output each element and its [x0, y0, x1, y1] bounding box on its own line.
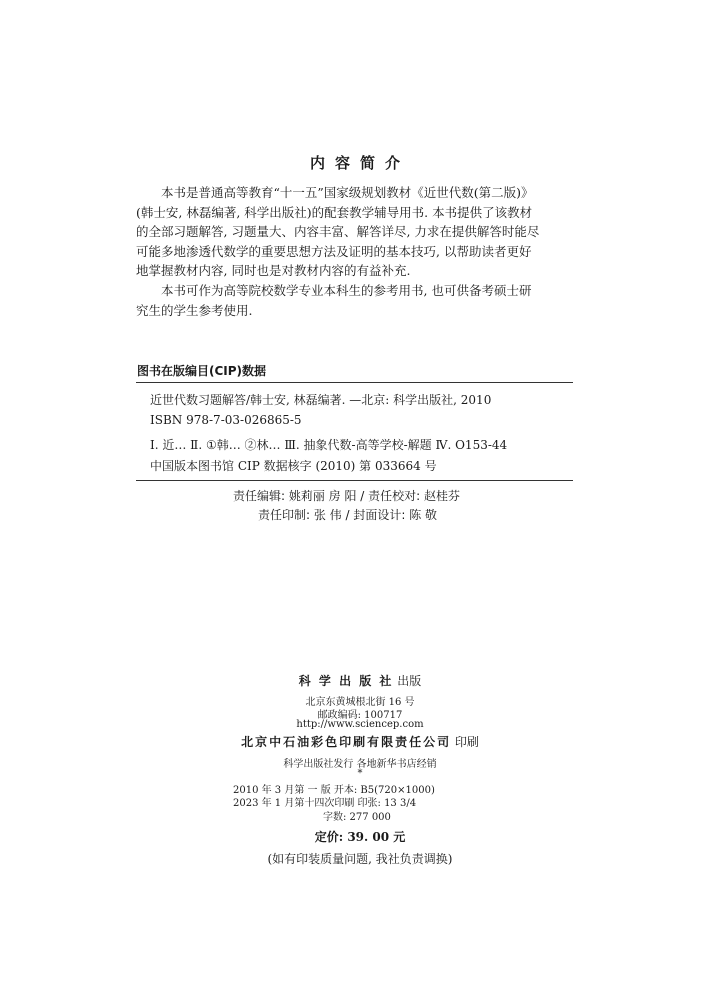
page-title: 内容简介	[309, 154, 410, 172]
cip-title-line: 近世代数习题解答/韩士安, 林磊编著. —北京: 科学出版社, 2010	[150, 393, 492, 407]
printer-line	[0, 733, 720, 750]
cip-top-rule	[136, 382, 573, 383]
cip-record-number: 中国版本图书馆 CIP 数据核字 (2010) 第 033664 号	[150, 459, 437, 473]
cip-isbn: ISBN 978-7-03-026865-5	[150, 413, 302, 427]
printer-suffix: 印刷	[454, 735, 479, 749]
cip-heading: 图书在版编目(CIP)数据	[137, 364, 267, 378]
intro-line: 本书是普通高等教育“十一五”国家级规划教材《近世代数(第二版)》	[161, 185, 534, 200]
cip-classification: Ⅰ. 近… Ⅱ. ①韩… ②林… Ⅲ. 抽象代数-高等学校-解题 Ⅳ. O153-44	[150, 438, 508, 452]
cip-bottom-rule	[136, 480, 573, 481]
edition-line: 2010 年 3 月第 一 版 开本: B5(720×1000)	[233, 785, 435, 796]
intro-paragraph-2	[136, 281, 586, 320]
separator-asterisk: *	[357, 768, 363, 779]
intro-line: (韩士安, 林磊编著, 科学出版社)的配套教学辅导用书. 本书提供了该教材	[136, 204, 533, 220]
publisher-line	[0, 672, 720, 689]
printing-line: 2023 年 1 月第十四次印刷 印张: 13 3/4	[233, 798, 417, 809]
intro-line: 可能多地渗透代数学的重要思想方法及证明的基本技巧, 以帮助读者更好	[136, 243, 532, 259]
publisher-suffix: 出版	[397, 674, 422, 688]
intro-line: 的全部习题解答, 习题量大、内容丰富、解答详尽, 力求在提供解答时能尽	[136, 224, 540, 239]
publisher-name: 科 学 出 版 社	[298, 674, 394, 688]
production-credits: 责任印制: 张 伟 / 封面设计: 陈 敬	[258, 508, 438, 522]
intro-line: 究生的学生参考使用.	[136, 302, 253, 318]
editor-credits: 责任编辑: 姚莉丽 房 阳 / 责任校对: 赵桂芬	[233, 489, 461, 503]
publisher-url: http://www.sciencep.com	[296, 719, 424, 730]
distribution-line: 科学出版社发行 各地新华书店经销	[283, 759, 437, 770]
intro-paragraph-1	[136, 183, 586, 281]
price: 定价: 39. 00 元	[314, 830, 406, 844]
publisher-postcode: 邮政编码: 100717	[317, 710, 403, 721]
intro-line: 本书可作为高等院校数学专业本科生的参考用书, 也可供备考硕士研	[161, 283, 532, 298]
intro-line: 地掌握教材内容, 同时也是对教材内容的有益补充.	[136, 263, 411, 278]
word-count: 字数: 277 000	[323, 812, 391, 823]
printer-name: 北京中石油彩色印刷有限责任公司	[241, 735, 452, 749]
quality-note: (如有印装质量问题, 我社负责调换)	[267, 852, 453, 866]
publisher-address: 北京东黄城根北街 16 号	[305, 697, 415, 708]
